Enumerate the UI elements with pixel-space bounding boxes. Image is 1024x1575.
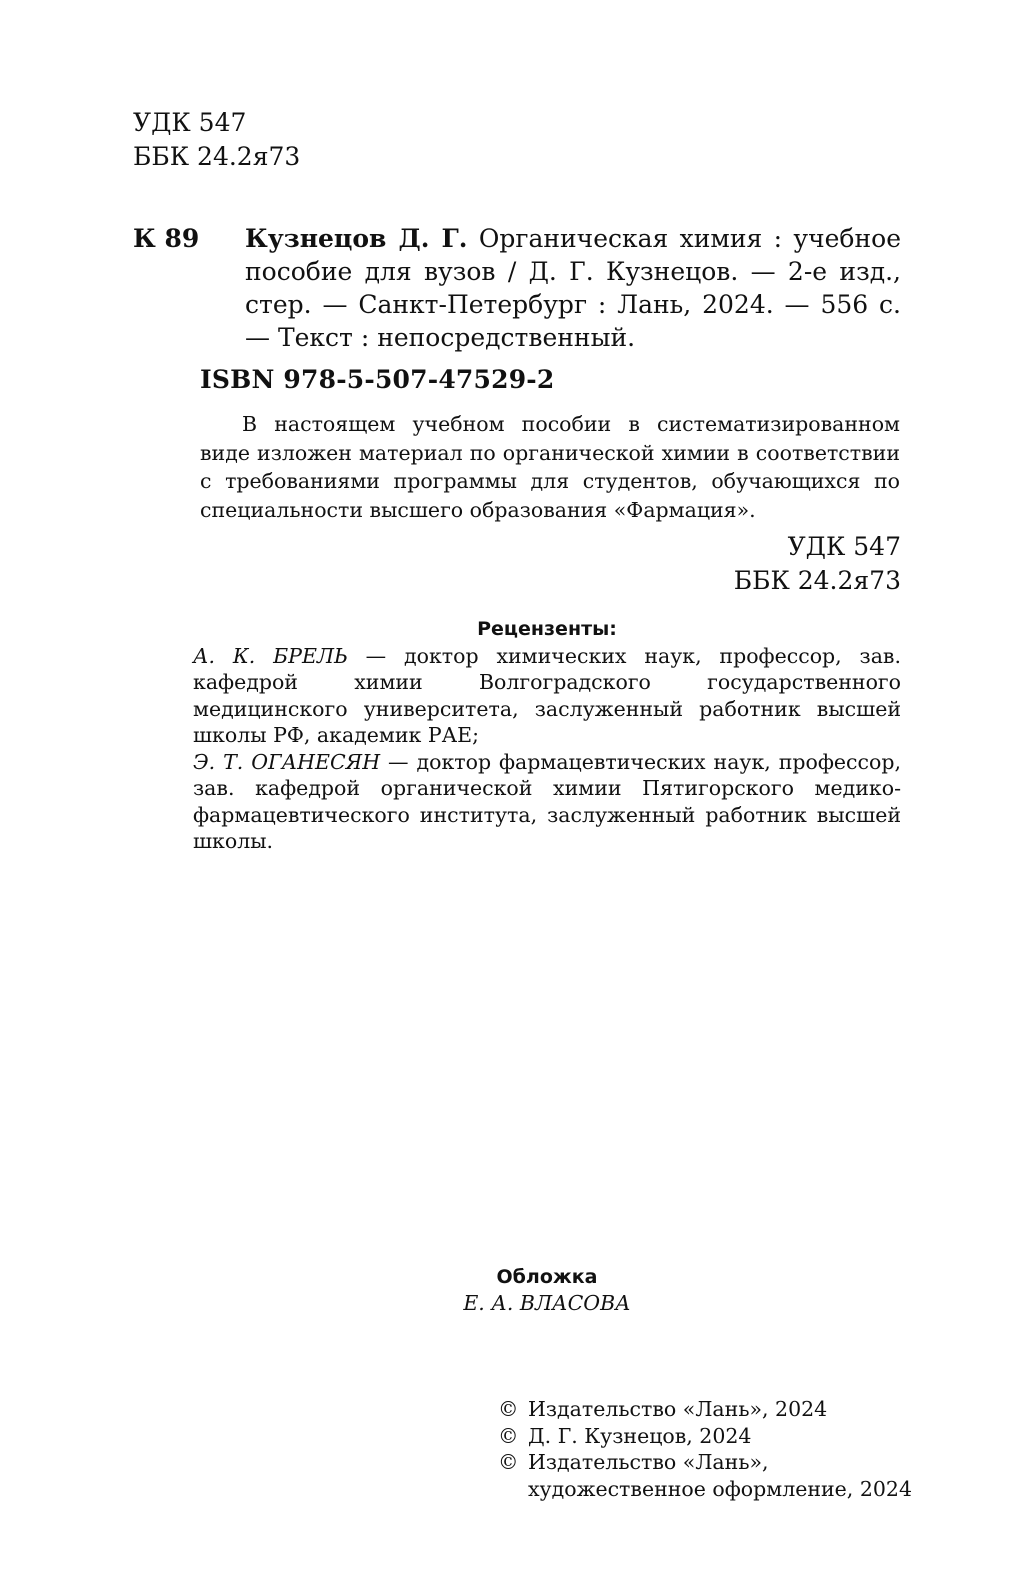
copyright-symbol: © <box>498 1450 519 1474</box>
udk-bbk-right <box>734 530 901 598</box>
copyright-text: Издательство «Лань», 2024 <box>528 1397 828 1421</box>
bibliographic-description <box>245 222 901 354</box>
copyright-text: Издательство «Лань», <box>528 1450 769 1474</box>
reviewer-entry <box>193 643 901 749</box>
copyright-line <box>498 1396 912 1423</box>
reviewer-entry <box>193 749 901 855</box>
author-mark: К 89 <box>133 224 200 253</box>
abstract: В настоящем учебном пособии в систематизированном виде изложен материал по органической химии в соответствии с требованиями программы для студентов, обучающихся по специальности высшего образования «Фармация». <box>200 412 900 522</box>
description-text: Органическая химия : учебное пособие для вузов / Д. Г. Кузнецов. — 2-е изд., стер. — Санкт-Петербург : Лань, 2024. — 556 с. — Текст : непосредственный. <box>245 224 901 352</box>
cover-designer: Е. А. ВЛАСОВА <box>463 1291 631 1315</box>
copyright-block <box>498 1396 912 1502</box>
cover-label: Обложка <box>496 1266 598 1288</box>
reviewer-description: — доктор химических наук, профессор, зав. кафедрой химии Волгоградского государственного медицинского университета, заслуженный работник высшей школы РФ, академик РАЕ; <box>193 643 901 747</box>
reviewer-name: А. К. БРЕЛЬ <box>193 643 348 668</box>
udk-code: УДК 547 <box>133 108 247 137</box>
reviewer-name: Э. Т. ОГАНЕСЯН <box>193 749 381 774</box>
bbk-code: ББК 24.2я73 <box>133 142 301 171</box>
copyright-continuation: художественное оформление, 2024 <box>528 1476 913 1501</box>
copyright-line <box>498 1449 912 1476</box>
reviewers-title: Рецензенты: <box>477 618 617 640</box>
cover-credit <box>193 1264 901 1316</box>
copyright-text: Д. Г. Кузнецов, 2024 <box>528 1423 752 1448</box>
copyright-line <box>498 1423 912 1450</box>
udk-code: УДК 547 <box>787 532 901 561</box>
copyright-symbol: © <box>498 1397 519 1421</box>
reviewers-block <box>193 616 901 855</box>
isbn: ISBN 978-5-507-47529-2 <box>200 365 555 394</box>
copyright-symbol: © <box>498 1423 519 1448</box>
udk-bbk-top <box>133 106 300 174</box>
reviewer-description: — доктор фармацевтических наук, профессор, зав. кафедрой органической химии Пятигорского медико-фармацевтического института, заслуженный работник высшей школы. <box>193 749 902 853</box>
bbk-code: ББК 24.2я73 <box>733 566 901 595</box>
author-name: Кузнецов Д. Г. <box>245 224 468 253</box>
